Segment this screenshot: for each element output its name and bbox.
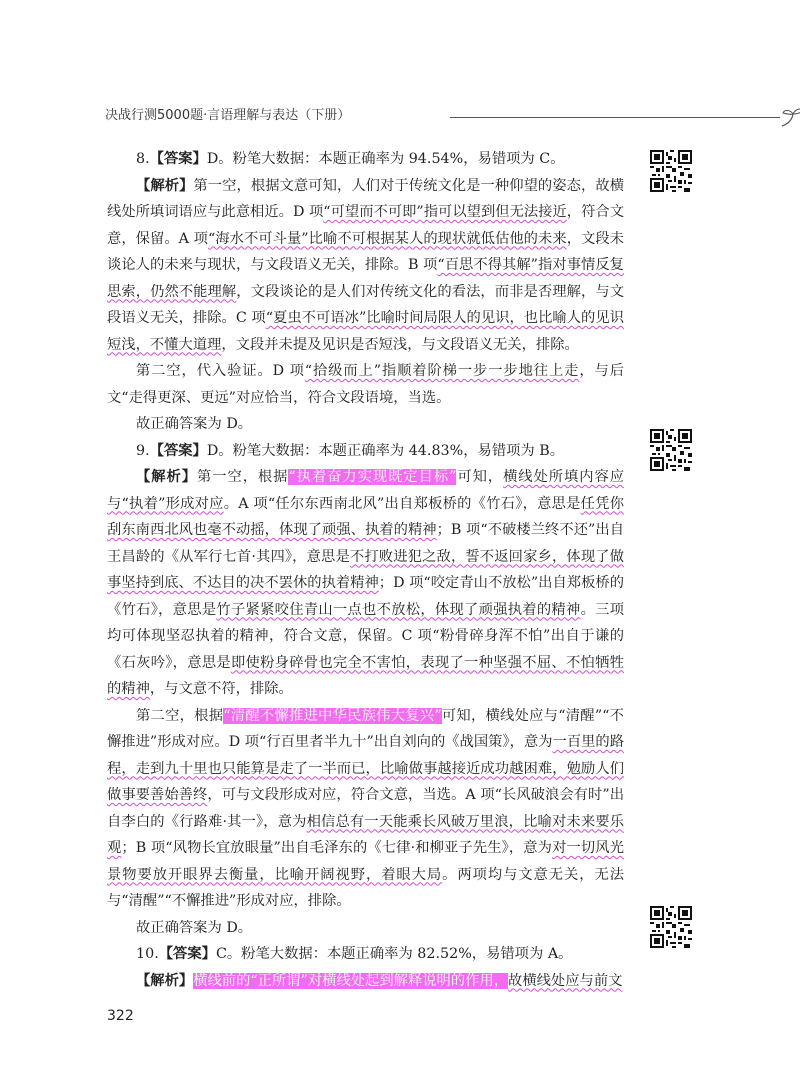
answer-tag: 【答案】 <box>149 442 207 459</box>
q10-answer-line: 10.【答案】C。粉笔大数据：本题正确率为 82.52%，易错项为 A。 <box>136 946 573 962</box>
page-number: 322 <box>107 1008 134 1024</box>
qr-code-icon[interactable] <box>650 150 692 192</box>
q9-conclusion: 故正确答案为 D。 <box>136 919 253 936</box>
answer-tag: 【答案】 <box>158 946 216 962</box>
running-header <box>105 104 705 126</box>
q8-second-blank-paragraph: 第二空，代入验证。D 项“拾级而上”指顺着阶梯一步一步地往上走，与后文“走得更深、更远”对应恰当，符合文段语境，当选。 <box>107 363 624 406</box>
analysis-tag: 【解析】 <box>136 177 194 194</box>
answer-tag: 【答案】 <box>149 151 207 167</box>
qr-code-icon[interactable] <box>650 906 692 948</box>
q10-analysis-paragraph: 【解析】横线前的“正所谓”对横线处起到解释说明的作用，故横线处应与前文 <box>136 972 623 989</box>
page-body <box>107 146 624 994</box>
q8-conclusion: 故正确答案为 D。 <box>136 416 253 432</box>
header-rule <box>450 117 780 118</box>
q9-second-blank-paragraph: 第二空，根据“清醒不懈推进中华民族伟大复兴”可知，横线处应与“清醒”“不懈推进”形成对应。D 项“行百里者半九十”出自刘向的《战国策》，意为一百里的路程，走到九十里也只能算是走了一半而已，比喻做事越接近成功越困难，勉励人们做事要善始善终，可与文段形成对应，符合文意，当选。A 项“长风破浪会有时”出自李白的《行路难·其一》，意为相信总有一天能乘长风破万里浪，比喻对未来要乐观；B 项“风物长宜放眼量”出自毛泽东的《七律·和柳亚子先生》，意为对一切风光景物要放开眼界去衡量，比喻开阔视野，着眼大局。两项均与文意无关，无法与“清醒”“不懈推进”形成对应，排除。 <box>107 707 625 909</box>
highlight: “清醒不懈推进中华民族伟大复兴” <box>223 707 442 724</box>
leaf-icon <box>780 106 800 128</box>
analysis-tag: 【解析】 <box>136 972 194 989</box>
q9-analysis-paragraph: 【解析】第一空，根据“执着奋力实现既定目标”可知，横线处所填内容应与“执着”形成对应。A 项“任尔东西南北风”出自郑板桥的《竹石》，意思是任凭你刮东南西北风也毫不动摇，体现了顽强、执着的精神；B 项“不破楼兰终不还”出自王昌龄的《从军行七首·其四》，意思是不打败进犯之敌，誓不返回家乡，体现了做事坚持到底、不达目的决不罢休的执着精神；D 项“咬定青山不放松”出自郑板桥的《竹石》，意思是竹子紧紧咬住青山一点也不放松，体现了顽强执着的精神。三项均可体现坚忍执着的精神，符合文意，保留。C 项“粉骨碎身浑不怕”出自于谦的《石灰吟》，意思是即使粉身碎骨也完全不害怕，表现了一种坚强不屈、不怕牺牲的精神，与文意不符，排除。 <box>107 469 625 697</box>
q8-analysis-paragraph: 【解析】第一空，根据文意可知，人们对于传统文化是一种仰望的姿态，故横线处所填词语应与此意相近。D 项“可望而不可即”指可以望到但无法接近，符合文意，保留。A 项“海水不可斗量”比喻不可根据某人的现状就低估他的未来，文段未谈论人的未来与现状，与文段语义无关，排除。B 项“百思不得其解”指对事情反复思索，仍然不能理解，文段谈论的是人们对传统文化的看法，而非是否理解，与文段语义无关，排除。C 项“夏虫不可语冰”比喻时间局限人的见识，也比喻人的见识短浅，不懂大道理，文段并未提及见识是否短浅，与文段语义无关，排除。 <box>107 177 625 353</box>
highlight: “执着奋力实现既定目标” <box>288 469 457 485</box>
qr-code-icon[interactable] <box>650 429 692 471</box>
q9-answer-line: 9.【答案】D。粉笔大数据：本题正确率为 44.83%，易错项为 B。 <box>136 442 565 459</box>
analysis-tag: 【解析】 <box>136 469 197 485</box>
book-title: 决战行测5000题·言语理解与表达（下册） <box>105 108 351 123</box>
q8-answer-line: 8.【答案】D。粉笔大数据：本题正确率为 94.54%，易错项为 C。 <box>136 151 565 167</box>
highlight: 横线前的“正所谓”对横线处起到解释说明的作用， <box>193 972 509 989</box>
